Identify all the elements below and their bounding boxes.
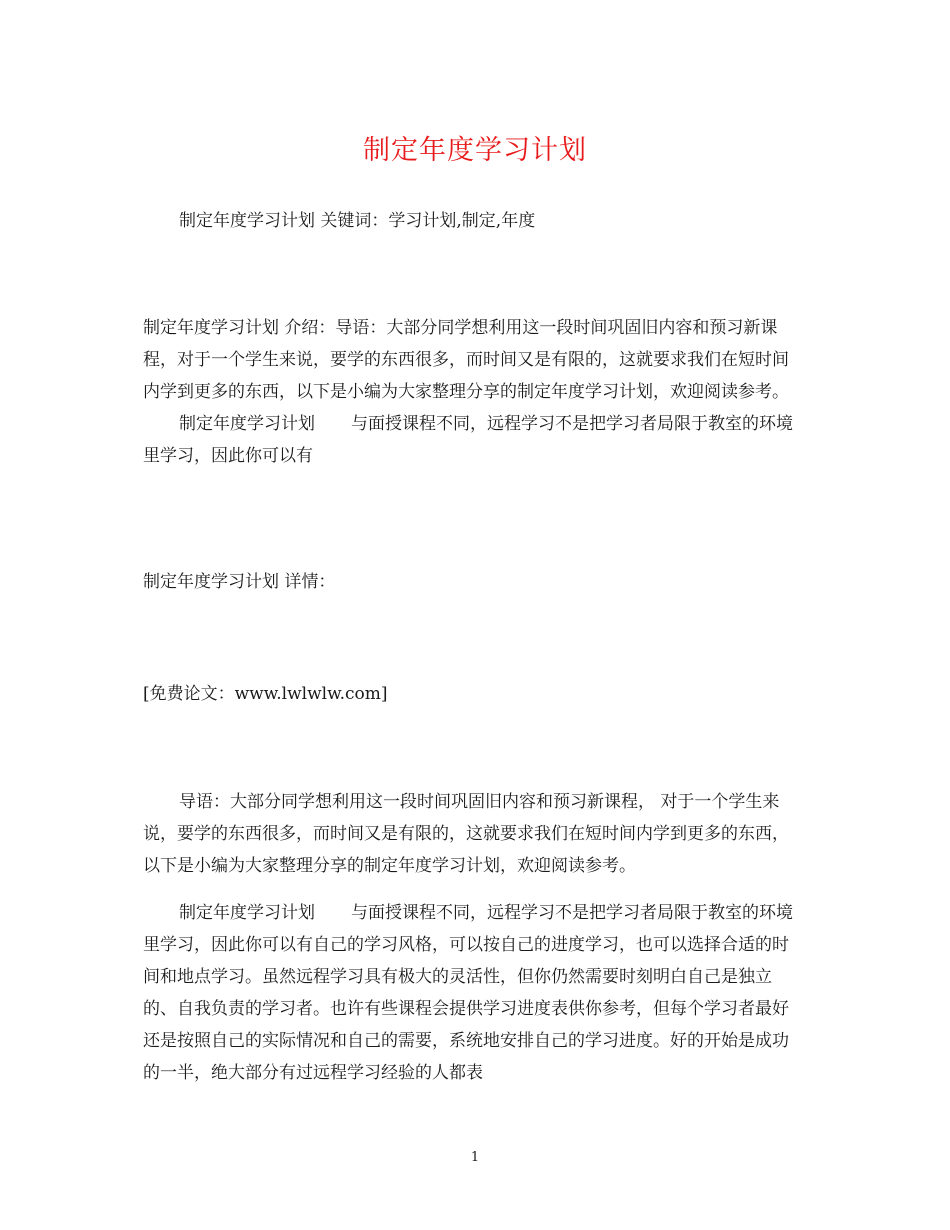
details-label: 制定年度学习计划 详情： — [143, 572, 336, 592]
intro-heading: 制定年度学习计划 — [179, 414, 315, 434]
free-paper-line: [免费论文：www.lwlwlw.com] — [143, 684, 388, 704]
body-paragraph-2-heading: 制定年度学习计划 — [179, 903, 315, 923]
document-title: 制定年度学习计划 — [363, 135, 587, 166]
body-paragraph-2 — [143, 897, 803, 1089]
page-number: 1 — [470, 1150, 480, 1165]
body-paragraph-2-text: 与面授课程不同，远程学习不是把学习者局限于教室的环境里学习，因此你可以有自己的学习风格，可以按自己的进度学习，也可以选择合适的时间和地点学习。虽然远程学习具有极大的灵活性，但你仍然需要时刻明白自己是独立的、自我负责的学习者。也许有些课程会提供学习进度表供你参考，但每个学习者最好还是按照自己的实际情况和自己的需要，系统地安排自己的学习进度。好的开始是成功的一半，绝大部分有过远程学习经验的人都表 — [143, 903, 793, 1083]
keywords-line: 制定年度学习计划 关键词：学习计划,制定,年度 — [179, 211, 536, 231]
intro-paragraph — [143, 312, 803, 472]
intro-excerpt: 与面授课程不同，远程学习不是把学习者局限于教室的环境里学习，因此你可以有 — [143, 414, 793, 466]
body-paragraph-1: 导语：大部分同学想利用这一段时间巩固旧内容和预习新课程， 对于一个学生来说，要学的东西很多，而时间又是有限的，这就要求我们在短时间内学到更多的东西，以下是小编为大家整理分享的制定年度学习计划，欢迎阅读参考。 — [143, 792, 789, 876]
intro-text: 制定年度学习计划 介绍：导语：大部分同学想利用这一段时间巩固旧内容和预习新课程，对于一个学生来说，要学的东西很多，而时间又是有限的，这就要求我们在短时间内学到更多的东西，以下是小编为大家整理分享的制定年度学习计划，欢迎阅读参考。 — [143, 318, 789, 402]
